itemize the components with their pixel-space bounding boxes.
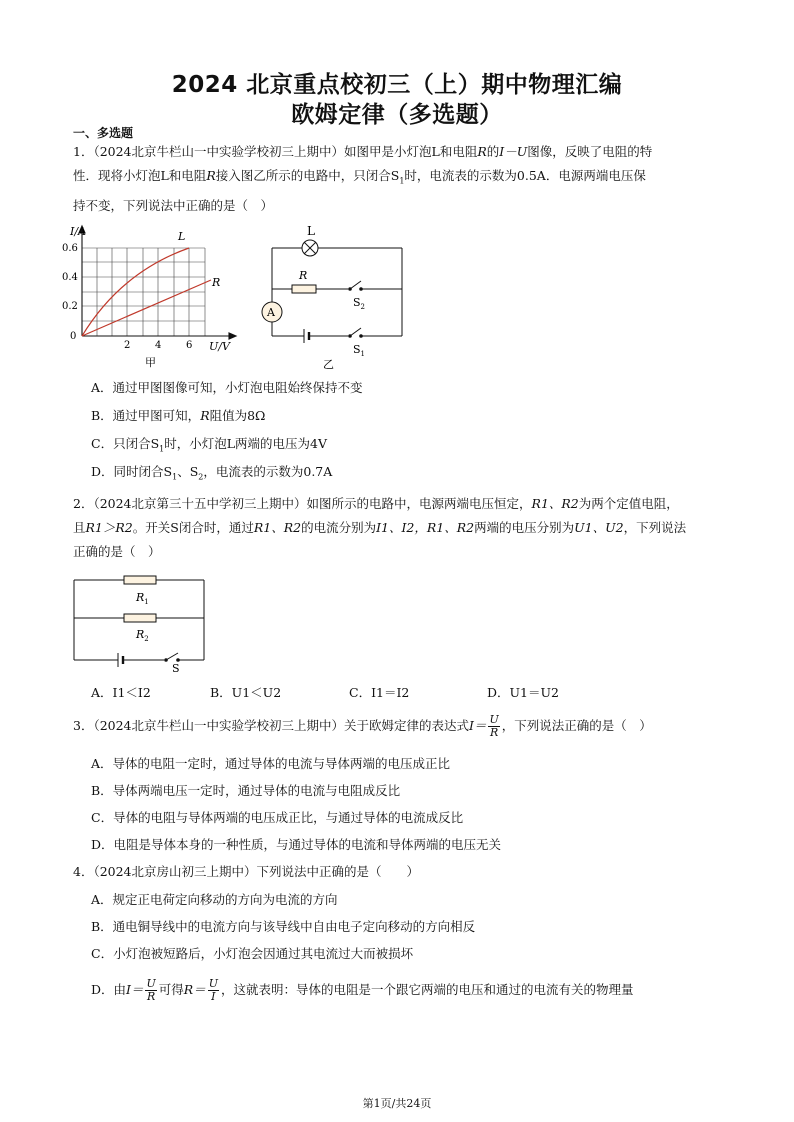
y-tick: 0.6 (62, 243, 78, 254)
iu-graph-figure (62, 222, 246, 374)
q4-option-c[interactable]: C．小灯泡被短路后，小灯泡会因通过其电流过大而被损坏 (91, 946, 414, 961)
q3-option-b[interactable]: B．导体两端电压一定时，通过导体的电流与电阻成反比 (91, 783, 401, 798)
switch-s1-symbol (348, 328, 363, 338)
y-tick: 0.2 (62, 301, 78, 312)
ammeter-symbol (262, 302, 282, 322)
switch-s-label: S (172, 662, 180, 675)
page-subtitle: 欧姆定律（多选题） (291, 102, 503, 128)
q2-option-d[interactable]: D．U1＝U2 (487, 685, 559, 700)
page-title: 2024 北京重点校初三（上）期中物理汇编 (171, 72, 623, 98)
q4-option-d[interactable]: D．由I＝ $\frac{U}{R}$ 可得R＝ $\frac{U}{I}$ ，这就表明：导体的电阻是一个跟它两端的电压和通过的电流有关的物理量 (91, 977, 634, 1003)
q1-option-a[interactable]: A．通过甲图图像可知，小灯泡电阻始终保持不变 (91, 380, 363, 395)
x-tick: 6 (186, 340, 193, 351)
resistor-r1-symbol (124, 576, 156, 584)
q3-option-a[interactable]: A．导体的电阻一定时，通过导体的电流与导体两端的电压成正比 (91, 756, 451, 771)
r2-label: $R_2$ (136, 628, 149, 643)
x-tick: 4 (155, 340, 162, 351)
q4-option-a[interactable]: A．规定正电荷定向移动的方向为电流的方向 (91, 892, 338, 907)
lamp-symbol (302, 240, 318, 256)
resistor-symbol (292, 285, 316, 293)
fraction-u-over-r: $\frac{U}{R}$ (146, 977, 156, 1003)
circuit-figure-yi (256, 222, 406, 372)
x-tick: 2 (124, 340, 131, 351)
question-2-stem: 2．（2024北京第三十五中学初三上期中）如图所示的电路中，电源两端电压恒定，R1、R2为两个定值电阻， 且R1＞R2。开关S闭合时，通过R1、R2的电流分别为I1、I2，R1、R2两端的电压分别为U1、U2，下列说法 正确的是（ ） (73, 496, 687, 559)
switch-s1-label: $S_1$ (353, 343, 366, 358)
r1-label: $R_1$ (136, 591, 149, 606)
figure-caption-yi: 乙 (323, 358, 334, 371)
question-1-stem: 1．（2024北京牛栏山一中实验学校初三上期中）如图甲是小灯泡L和电阻R的I－U图像，反映了电阻的特 性．现将小灯泡L和电阻R接入图乙所示的电路中，只闭合$S_1$时，电流表的示数为0.5A．电源两端电压保 持不变，下列说法中正确的是（ ） (73, 144, 653, 213)
battery-symbol (118, 653, 123, 667)
ohm-law-fraction: $\frac{U}{R}$ (489, 713, 499, 739)
resistor-r2-symbol (124, 614, 156, 622)
page-footer: 第1页/共24页 (362, 1097, 432, 1110)
section-heading: 一、多选题 (73, 126, 134, 140)
q2-option-b[interactable]: B．U1＜U2 (210, 685, 282, 700)
curve-l-label: L (178, 230, 186, 243)
fraction-u-over-i: $\frac{U}{I}$ (208, 977, 218, 1003)
question-4-stem: 4．（2024北京房山初三上期中）下列说法中正确的是（ ） (73, 864, 420, 879)
lamp-label: L (307, 224, 315, 238)
q4-option-b[interactable]: B．通电铜导线中的电流方向与该导线中自由电子定向移动的方向相反 (91, 919, 476, 934)
parallel-circuit-figure (66, 568, 216, 675)
graph-grid (82, 248, 205, 336)
x-axis-label: U/V (209, 340, 230, 353)
svg-text:A: A (267, 306, 275, 319)
resistor-label: R (299, 269, 308, 282)
q1-option-d[interactable]: D．同时闭合$S_1$、$S_2$，电流表的示数为0.7A (91, 464, 333, 482)
figure-caption-jia: 甲 (145, 356, 156, 369)
battery-symbol (304, 329, 309, 343)
q1-option-c[interactable]: C．只闭合$S_1$时，小灯泡L两端的电压为4V (91, 436, 328, 454)
y-tick: 0 (70, 331, 77, 342)
q3-option-d[interactable]: D．电阻是导体本身的一种性质，与通过导体的电流和导体两端的电压无关 (91, 837, 502, 852)
switch-s2-symbol (348, 281, 363, 291)
q2-option-a[interactable]: A．I1＜I2 (91, 685, 151, 700)
switch-s2-label: $S_2$ (353, 296, 366, 311)
q3-option-c[interactable]: C．导体的电阻与导体两端的电压成正比，与通过导体的电流成反比 (91, 810, 464, 825)
curve-r-label: R (212, 276, 221, 289)
q2-option-c[interactable]: C．I1＝I2 (349, 685, 410, 700)
y-axis-label: I/A (70, 225, 86, 238)
q1-option-b[interactable]: B．通过甲图可知，R阻值为8Ω (91, 408, 266, 423)
question-3-stem: 3．（2024北京牛栏山一中实验学校初三上期中）关于欧姆定律的表达式I＝ $\frac{U}{R}$ ，下列说法正确的是（ ） (73, 713, 652, 739)
y-tick: 0.4 (62, 272, 78, 283)
switch-s-symbol (164, 653, 180, 662)
